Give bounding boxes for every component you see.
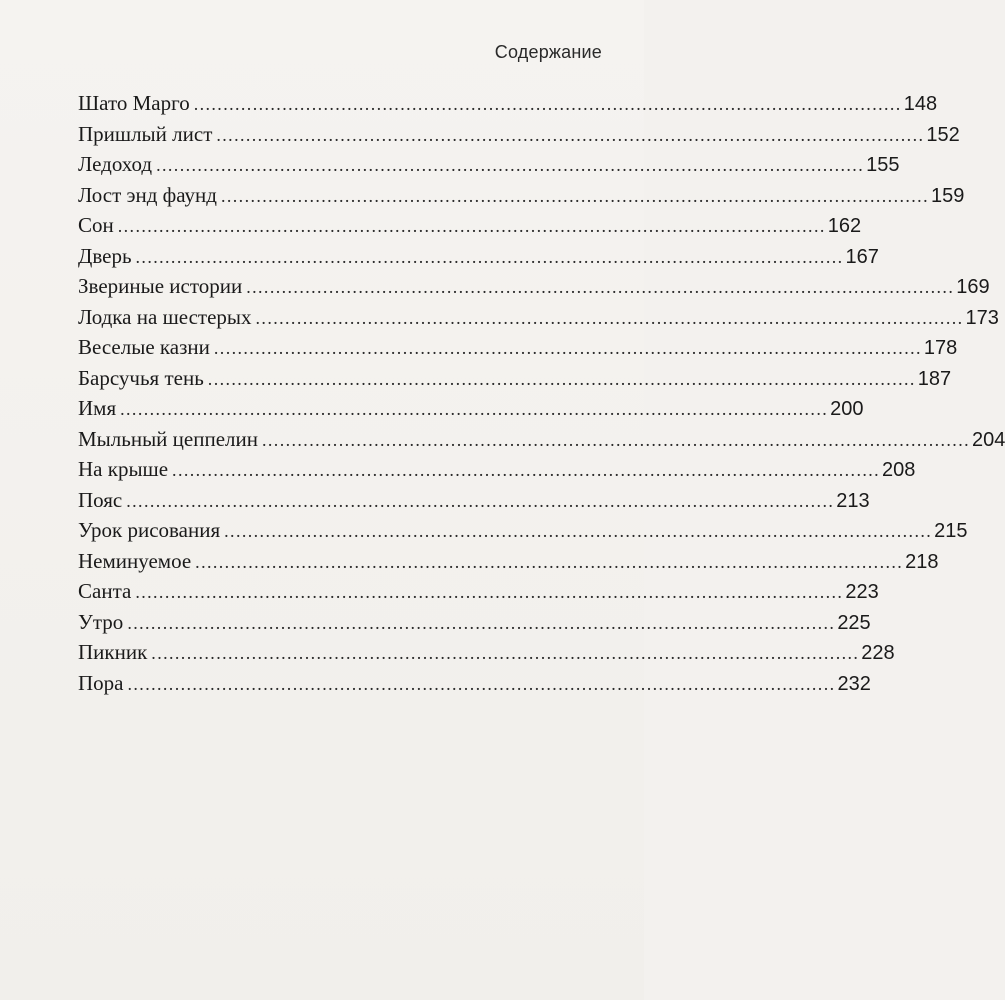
toc-entry <box>78 546 939 577</box>
toc-entry-page: 173 <box>965 306 999 329</box>
toc-entry-page: 178 <box>923 337 958 359</box>
toc-entry-title: Пора <box>78 670 124 695</box>
toc-entry <box>78 302 999 333</box>
toc-entry-title: Дверь <box>78 243 132 268</box>
toc-entry-page: 155 <box>866 154 900 176</box>
toc-leader-dots: ........................................................................................................................ <box>127 673 836 694</box>
toc-leader-dots: ........................................................................................................................ <box>216 124 925 145</box>
toc-entry-title: Пришлый лист <box>78 121 213 146</box>
toc-entry-title: Урок рисования <box>78 518 221 542</box>
toc-entry-page: 187 <box>917 367 952 390</box>
toc-entry <box>78 576 879 607</box>
toc-leader-dots: ........................................................................................................................ <box>135 582 844 602</box>
toc-leader-dots: ........................................................................................................................ <box>117 216 826 236</box>
table-of-contents <box>78 88 1005 698</box>
toc-entry-title: Лодка на шестерых <box>78 304 252 329</box>
toc-entry <box>78 668 871 699</box>
toc-leader-dots: ........................................................................................................................ <box>156 155 865 175</box>
toc-leader-dots: ........................................................................................................................ <box>135 246 844 267</box>
toc-entry-title: Шато Марго <box>78 91 190 115</box>
toc-entry <box>78 485 870 516</box>
toc-entry-page: 200 <box>830 398 864 420</box>
toc-entry-page: 215 <box>934 520 968 542</box>
toc-entry-page: 213 <box>836 489 870 512</box>
toc-entry-page: 232 <box>837 672 871 695</box>
toc-entry-title: Мыльный цеппелин <box>78 426 258 451</box>
toc-entry-page: 167 <box>845 245 879 268</box>
toc-entry-title: Пикник <box>78 640 148 664</box>
toc-entry-page: 159 <box>930 184 965 207</box>
toc-entry <box>78 149 900 180</box>
toc-entry-title: Лост энд фаунд <box>78 182 217 207</box>
toc-entry-page: 223 <box>845 581 879 603</box>
toc-entry-page: 169 <box>956 276 990 298</box>
toc-entry <box>78 393 864 424</box>
toc-leader-dots: ........................................................................................................................ <box>126 490 835 511</box>
toc-entry-page: 208 <box>882 459 916 481</box>
toc-entry <box>78 180 965 211</box>
toc-leader-dots: ........................................................................................................................ <box>193 94 902 114</box>
toc-entry-title: Имя <box>78 396 117 420</box>
toc-entry-page: 225 <box>837 611 871 634</box>
toc-entry-title: Веселые казни <box>78 335 210 359</box>
toc-entry <box>78 271 990 302</box>
toc-entry-page: 162 <box>827 215 862 237</box>
toc-entry <box>78 607 871 638</box>
toc-entry-title: Пояс <box>78 487 123 512</box>
toc-leader-dots: ........................................................................................................................ <box>195 551 904 572</box>
toc-entry-title: Сон <box>78 213 114 237</box>
toc-leader-dots: ........................................................................................................................ <box>120 399 829 419</box>
toc-leader-dots: ........................................................................................................................ <box>207 368 916 389</box>
running-head: Содержание <box>494 42 602 62</box>
toc-entry <box>78 332 958 363</box>
toc-entry-page: 218 <box>905 550 939 573</box>
toc-entry <box>78 424 1005 455</box>
toc-leader-dots: ........................................................................................................................ <box>246 277 955 297</box>
toc-leader-dots: ........................................................................................................................ <box>213 338 922 358</box>
toc-entry-title: На крыше <box>78 457 169 481</box>
toc-entry <box>78 88 938 119</box>
toc-entry <box>78 515 968 546</box>
toc-entry <box>78 241 879 272</box>
toc-leader-dots: ........................................................................................................................ <box>262 429 970 450</box>
toc-entry <box>78 637 895 668</box>
toc-entry <box>78 210 862 241</box>
toc-leader-dots: ........................................................................................................................ <box>224 521 933 541</box>
toc-entry <box>78 119 960 150</box>
toc-entry-page: 152 <box>926 123 960 146</box>
toc-entry-title: Барсучья тень <box>78 365 204 390</box>
toc-entry-page: 148 <box>903 93 938 115</box>
toc-entry-page: 228 <box>861 642 895 664</box>
toc-entry-title: Санта <box>78 579 132 603</box>
toc-entry <box>78 454 916 485</box>
toc-entry <box>78 363 952 394</box>
toc-entry-title: Звериные истории <box>78 274 243 298</box>
toc-entry-title: Ледоход <box>78 152 153 176</box>
toc-leader-dots: ........................................................................................................................ <box>151 643 860 663</box>
toc-leader-dots: ........................................................................................................................ <box>172 460 881 480</box>
toc-leader-dots: ........................................................................................................................ <box>127 612 836 633</box>
toc-entry-page: 204 <box>972 428 1005 451</box>
toc-leader-dots: ........................................................................................................................ <box>255 307 964 328</box>
toc-entry-title: Неминуемое <box>78 548 192 573</box>
toc-leader-dots: ........................................................................................................................ <box>220 185 929 206</box>
toc-entry-title: Утро <box>78 609 124 634</box>
